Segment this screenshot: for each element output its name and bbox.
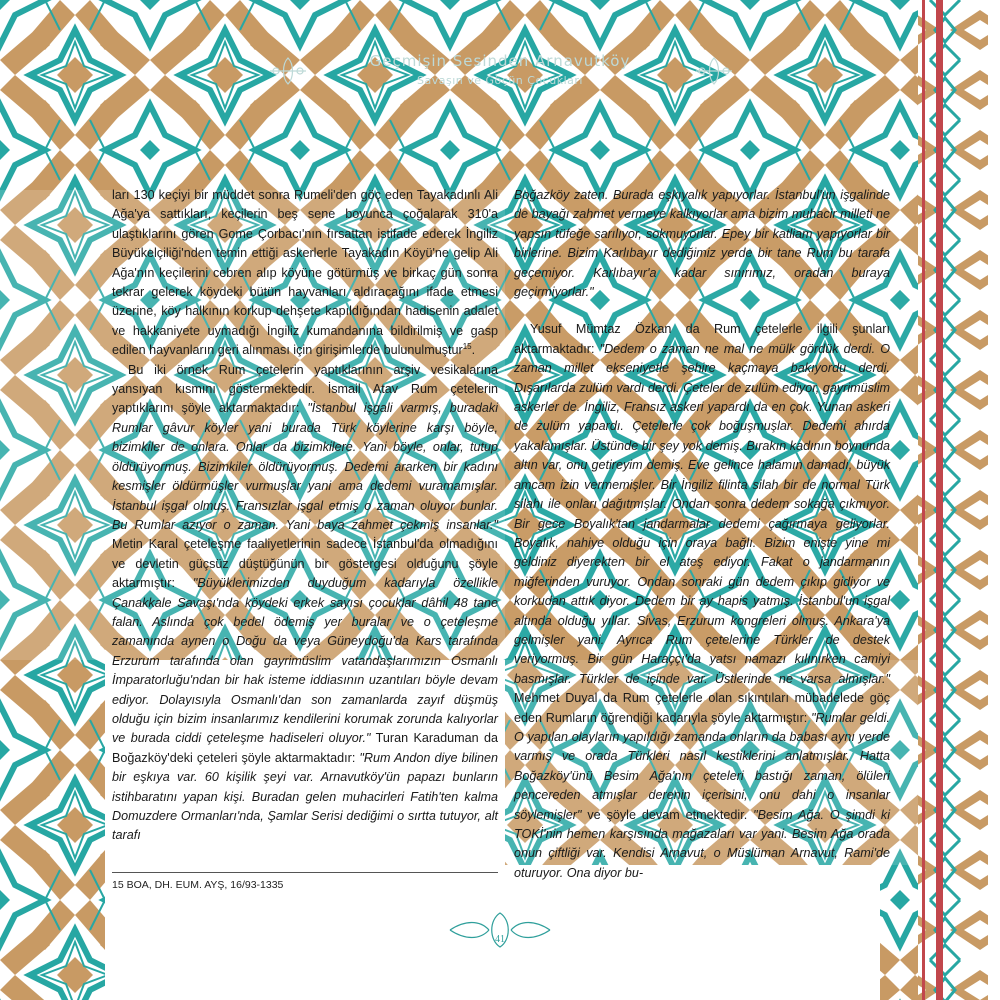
paragraph-text: Mehmet Duyal da Rum çetelerle olan sıkıntıları mübadelede göç eden Rumların öğrendiği kadarıyla şöyle aktarmıştır: bbox=[514, 691, 890, 725]
footnote-reference: 15 bbox=[462, 342, 472, 352]
quotation: "İstanbul işgali varmış, buradaki Rumlar gâvur köyler yani burada Türk köylerine karşı böyle, bizimkiler de onlara. Onlar da bizimkilere. Yani böyle, onlar, tutup öldürüyormuş. Bizimkiler öldürüyormuş. Dedemi ararken bir kadını kesmişler öldürmüşler vurmuşlar yani ama dedemi vuramamışlar. İstanbul işgal olmuş. Fransızlar işgal etmiş o zaman oluyor bunlar. Bu Rumlar azıyor o zaman. Yani baya zahmet çekmiş insanlar." bbox=[112, 401, 498, 532]
quotation: "Büyüklerimizden duyduğum kadarıyla özellikle Çanakkale Savaşı'nda köydeki erkek sayısı çocuklar dâhil 48 tane falan. Aslında çok bedel ödemiş yer buralar ve o çeteleşme zamanında aynen o Doğu da veya Güneydoğu'da Kars tarafında Erzurum tarafında olan gayrimüslim vatandaşlarımızın Osmanlı İmparatorluğu'ndan bir hak isteme iddiasının uzantıları böyle devam ediyor. Dolayısıyla Osmanlı'dan son zamanlarda zayıf düşmüş olduğu için bizim insanlarımız kendilerini korumak zorunda kalıyorlar ve burada ciddi çeteleşme hadiseleri oluyor." bbox=[112, 576, 498, 746]
footnote: 15 BOA, DH. EUM. AYŞ, 16/93-1335 bbox=[112, 879, 284, 891]
footnote-divider bbox=[112, 872, 498, 873]
paragraph-text: Bu iki örnek Rum çetelerin yaptıklarının arşiv vesikalarına yansıyan kısmını göstermektedir. İsmail Atav Rum çetelerin yaptıklarını şöyle aktarmaktadır: bbox=[112, 362, 498, 416]
running-header bbox=[0, 44, 1000, 104]
paragraph-text: Metin Karal çeteleşme faaliyetlerinin sadece İstanbul'da olmadığını ve devletin güçsüz düştüğünün bir göstergesi olduğunu şöyle aktarmıştır: bbox=[112, 537, 498, 591]
header-subtitle: Savaşın ve Göçün Çocukları bbox=[417, 74, 583, 87]
header-title: Geçmişin Sesinden Arnavutköy bbox=[369, 52, 631, 70]
paragraph bbox=[112, 186, 498, 361]
paragraph-text: Yusuf Mümtaz Özkan da Rum çetelerle ilgili şunları aktarmaktadır: bbox=[514, 322, 890, 356]
left-text-column bbox=[112, 186, 498, 846]
paragraph-text: . bbox=[471, 343, 476, 358]
right-text-column bbox=[514, 186, 890, 883]
quotation: Boğazköy zaten. Burada eşkıyalık yapıyorlar. İstanbul'un işgalinde de bayağı zahmet vermeye kalkıyorlar ama bizim muhacir milleti ne yapsın tüfeğe sarılıyor, sokmuyorlar. Epey bir katliam yapıyorlar bir birlerine. Bizim Karlıbayır dediğimiz yerde bir tane Rum bu tarafa geçemiyor. Karlıbayır'a kadar sınırımız, oradan buraya geçirmiyorlar." bbox=[514, 188, 890, 300]
quotation: "Dedem o zaman ne mal ne mülk gördük derdi. O zaman millet ekseniyetle şehire kaçmaya bakıyordu derdi. Dışarılarda zulüm vardı derdi. Çeteler de zulüm ediyor, gayrimüslim askerler de. İngiliz, Fransız askeri yapardı da en çok. Yunan askeri de zulüm yapardı. Çetelerle çok boğuşmuşlar. Dedemi ahırda yakalamışlar. Üstünde bir şey yok demiş. Bırakın kadının boynunda altın var, onu getireyim demiş. Eve gelince halamın damadı, büyük amcam izin vermemişler. Bir İngiliz filinta silah bir de normal Türk silahı ile onları dağıtmışlar. Ondan sonra dedem sokağa çıkmıyor. Bir gece Boyalık'tan jandarmalar dedemi çağırmaya geliyorlar. Boyalık, nahiye olduğu için oraya bağlı. Bizim enişte yine mi geldiniz diyerekten bir el ateş ediyor. Fakat o jandarmanın miğferinden vuruyor. Ondan sonraki gün dedem çıkıp gidiyor ve korkudan attık diyor. Dedem bir ay hapis yatmış. İstanbul'un işgal altında olduğu yıllar. Sivas, Erzurum kongreleri olmuş. Ankara'ya gelmişler yani. Ayrıca Rum çetelerine Türkler de destek veriyormuş. Bir gün Haraççı'da yatsı namazı kılınırken camiyi basmışlar. Türkler de içinde var. Üstlerinde ne varsa almışlar." bbox=[514, 341, 890, 686]
paragraph-text: ları 130 keçiyi bir müddet sonra Rumeli'den göç eden Tayakadınlı Ali Ağa'ya sattıkları, keçilerin beş sene boyunca çoğalarak 310'a ulaştıklarını gören Gome Çorbacı'nın fırsattan istifade ederek İngiliz Büyükelçiliği'nden temin ettiği askerlerle Tayakadın Köyü'ne gelip Ali Ağa'nın keçilerini cebren alıp köyüne götürmüş ve birkaç gün sonra tekrar gelerek köydeki bütün hayvanları aldıracağını ifade etmesi üzerine, köy halkının korkup dehşete kapıldığından hadisenin adalet ve hakkaniyete uymadığı İngiliz kumandanına bildirilmiş ve gasp edilen hayvanların geri alınması için girişimlerde bulunulmuştur bbox=[112, 188, 498, 358]
quotation: "Rum Andon diye bilinen bir eşkıya var. 60 kişilik şeyi var. Arnavutköy'ün papazı bunların istihbaratını yapan kişi. Buradan gelen muhacirleri Fatih'ten kalma Domuzdere Ormanları'nda, Şamlar Serisi dediğimi o sırtta tutuyor, alt tarafı bbox=[112, 750, 498, 843]
page-number: 41 bbox=[495, 934, 505, 945]
paragraph bbox=[112, 361, 498, 846]
paragraph bbox=[514, 320, 890, 883]
paragraph-text: ve şöyle devam etmektedir. bbox=[581, 807, 754, 822]
paragraph-text: Turan Karaduman da Boğazköy'deki çeteleri şöyle aktarmaktadır: bbox=[112, 731, 499, 765]
quotation: "Rumlar geldi. O yapılan olayların yapıldığı zamanda onların da babası aynı yerde varmış ve orada Türkleri nasıl kestiklerini anlatmışlar. Hatta Boğazköy'ünü Besim Ağa'nın çeteleri bastığı zaman, ölüleri pencereden atmışlar derenin içerisini, onu dahi o insanlar söylemişler" bbox=[514, 710, 891, 822]
paragraph bbox=[514, 186, 890, 302]
quotation: "Besim Ağa. O şimdi ki TOKİ'nin hemen karşısında mağazaları var yani. Besim Ağa orada onun çiftliği var. Kendisi Arnavut, o Müslüman Arnavut, Rami'de oturuyor. Ona diyor bu- bbox=[514, 807, 890, 880]
